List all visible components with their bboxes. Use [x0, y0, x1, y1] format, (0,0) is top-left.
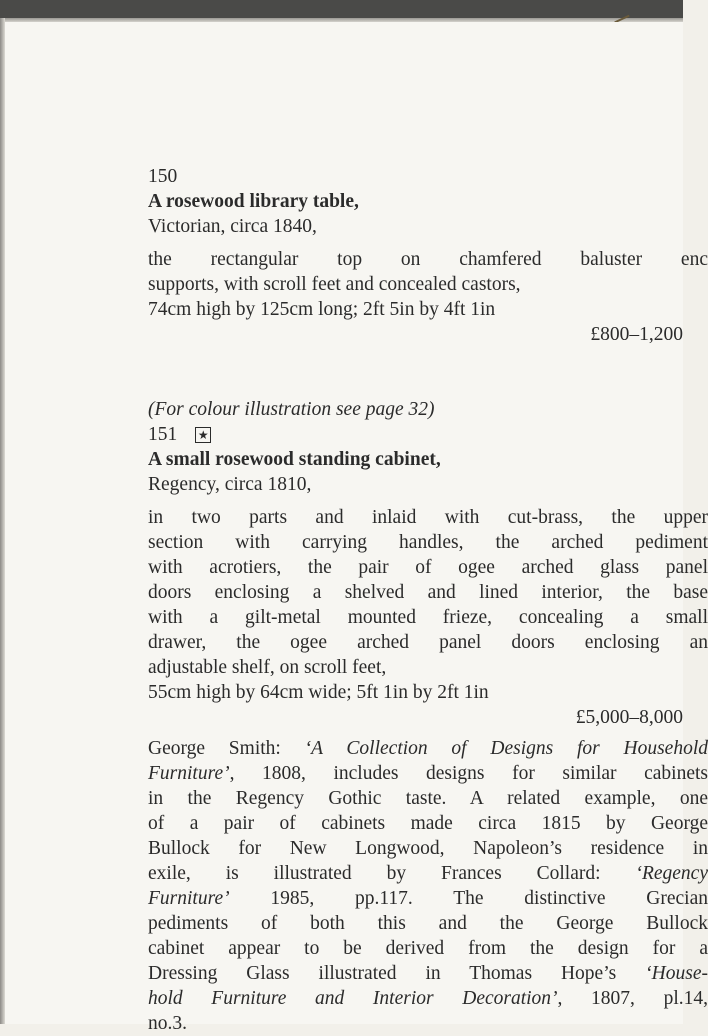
footnote-line: exile, is illustrated by Frances Collard: ‘Regency: [148, 863, 708, 884]
lot-dimensions: 55cm high by 64cm wide; 5ft 1in by 2ft 1in: [148, 682, 489, 703]
footnote-line: Furniture’, 1808, includes designs for similar cabinets: [148, 763, 708, 784]
footnote-line: no.3.: [148, 1013, 187, 1034]
lot-description-line: doors enclosing a shelved and lined interior, the base: [148, 582, 708, 603]
boxed-star-icon: ★: [195, 427, 211, 443]
lot-period: Victorian, circa 1840,: [148, 216, 317, 237]
lot-description-line: supports, with scroll feet and concealed castors,: [148, 274, 521, 295]
lot-150: [148, 164, 708, 347]
lot-estimate: £5,000–8,000: [575, 707, 683, 728]
lot-description-line: with acrotiers, the pair of ogee arched glass panel: [148, 557, 708, 578]
footnote-line: hold Furniture and Interior Decoration’, 1807, pl.14,: [148, 988, 708, 1009]
lot-description-line: section with carrying handles, the arched pediment: [148, 532, 708, 553]
footnote-line: of a pair of cabinets made circa 1815 by George: [148, 813, 708, 834]
illustration-note: (For colour illustration see page 32): [148, 399, 435, 420]
lot-151: [148, 397, 708, 730]
scan-top-border: [0, 0, 683, 18]
footnote-line: cabinet appear to be derived from the design for a: [148, 938, 708, 959]
lot-estimate: £800–1,200: [590, 324, 683, 345]
lot-period: Regency, circa 1810,: [148, 474, 312, 495]
lot-description-line: in two parts and inlaid with cut-brass, the upper: [148, 507, 708, 528]
lot-dimensions: 74cm high by 125cm long; 2ft 5in by 4ft 1in: [148, 299, 496, 320]
lot-number: 151: [148, 424, 178, 445]
lot-number-row: [148, 422, 708, 447]
catalogue-footnote: [148, 736, 708, 1036]
lot-title: A rosewood library table,: [148, 191, 359, 212]
footnote-line: in the Regency Gothic taste. A related example, one: [148, 788, 708, 809]
lot-number: 150: [148, 166, 178, 187]
lot-title: A small rosewood standing cabinet,: [148, 449, 441, 470]
lot-description-line: the rectangular top on chamfered baluster enc: [148, 249, 708, 270]
footnote-line: Furniture’ 1985, pp.117. The distinctive Grecian: [148, 888, 708, 909]
lot-description-line: with a gilt-metal mounted frieze, concealing a small: [148, 607, 708, 628]
footnote-line: Bullock for New Longwood, Napoleon’s residence in: [148, 838, 708, 859]
lot-description-line: adjustable shelf, on scroll feet,: [148, 657, 387, 678]
footnote-line: George Smith: ‘A Collection of Designs for Household: [148, 738, 708, 759]
footnote-line: pediments of both this and the George Bullock: [148, 913, 708, 934]
footnote-line: Dressing Glass illustrated in Thomas Hope’s ‘House-: [148, 963, 708, 984]
lot-description-line: drawer, the ogee arched panel doors enclosing an: [148, 632, 708, 653]
